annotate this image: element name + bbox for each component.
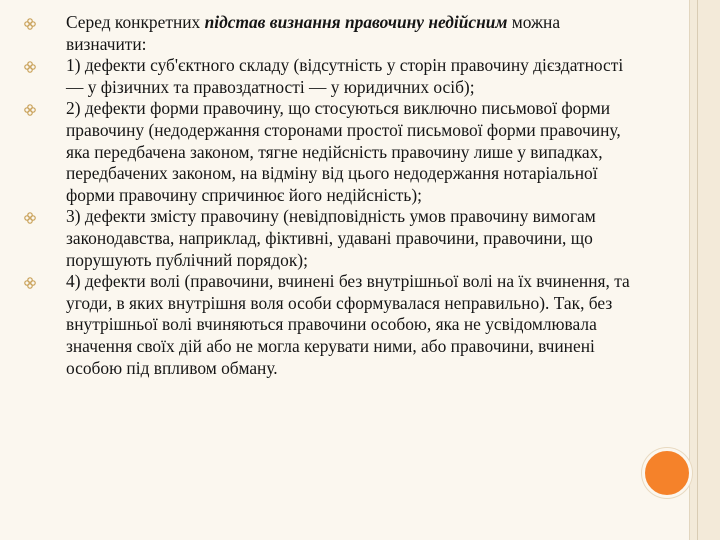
bullet-text-emphasis: підстав визнання правочину недійсним: [204, 12, 508, 32]
accent-circle-decoration: [642, 448, 692, 498]
bullet-text: 3) дефекти змісту правочину (невідповідність умов правочину вимогам законодавства, наприклад, фіктивні, удавані правочини, правочини, що порушують публічний порядок);: [66, 206, 596, 270]
bullet-list: [18, 12, 630, 379]
list-item: [18, 55, 630, 98]
bullet-text: 2) дефекти форми правочину, що стосуються виключно письмової форми правочину (недодержання сторонами простої письмової форми правочину, яка передбачена законом, тягне недійсність правочину лише у випадках, передбачених законом, на відміну від цього недодержання нотаріальної форми правочину спричинює його недійсність);: [66, 98, 621, 205]
flower-bullet-icon: [24, 104, 36, 116]
bullet-text-intro: Серед конкретних: [66, 12, 205, 32]
slide-border-line: [697, 0, 698, 540]
list-item: [18, 206, 630, 271]
list-item: [18, 98, 630, 206]
bullet-text: 1) дефекти суб'єктного складу (відсутність у сторін правочину дієздатності — у фізичних та правоздатності — у юридичних осіб);: [66, 55, 624, 97]
list-item: [18, 271, 630, 379]
bullet-text: 4) дефекти волі (правочини, вчинені без внутрішньої волі на їх вчинення, та угоди, в яких внутрішня воля особи сформувалася неправильно). Так, без внутрішньої волі вчиняються правочини особою, яка не усвідомлювала значення своїх дій або не могла керувати ними, або правочини, вчинені особою під впливом обману.: [66, 271, 630, 378]
flower-bullet-icon: [24, 18, 36, 30]
flower-bullet-icon: [24, 61, 36, 73]
flower-bullet-icon: [24, 277, 36, 289]
flower-bullet-icon: [24, 212, 36, 224]
slide-content: [18, 12, 630, 379]
slide-right-border: [689, 0, 720, 540]
list-item: [18, 12, 630, 55]
bullet-text-outro: можна визначити:: [66, 12, 561, 54]
